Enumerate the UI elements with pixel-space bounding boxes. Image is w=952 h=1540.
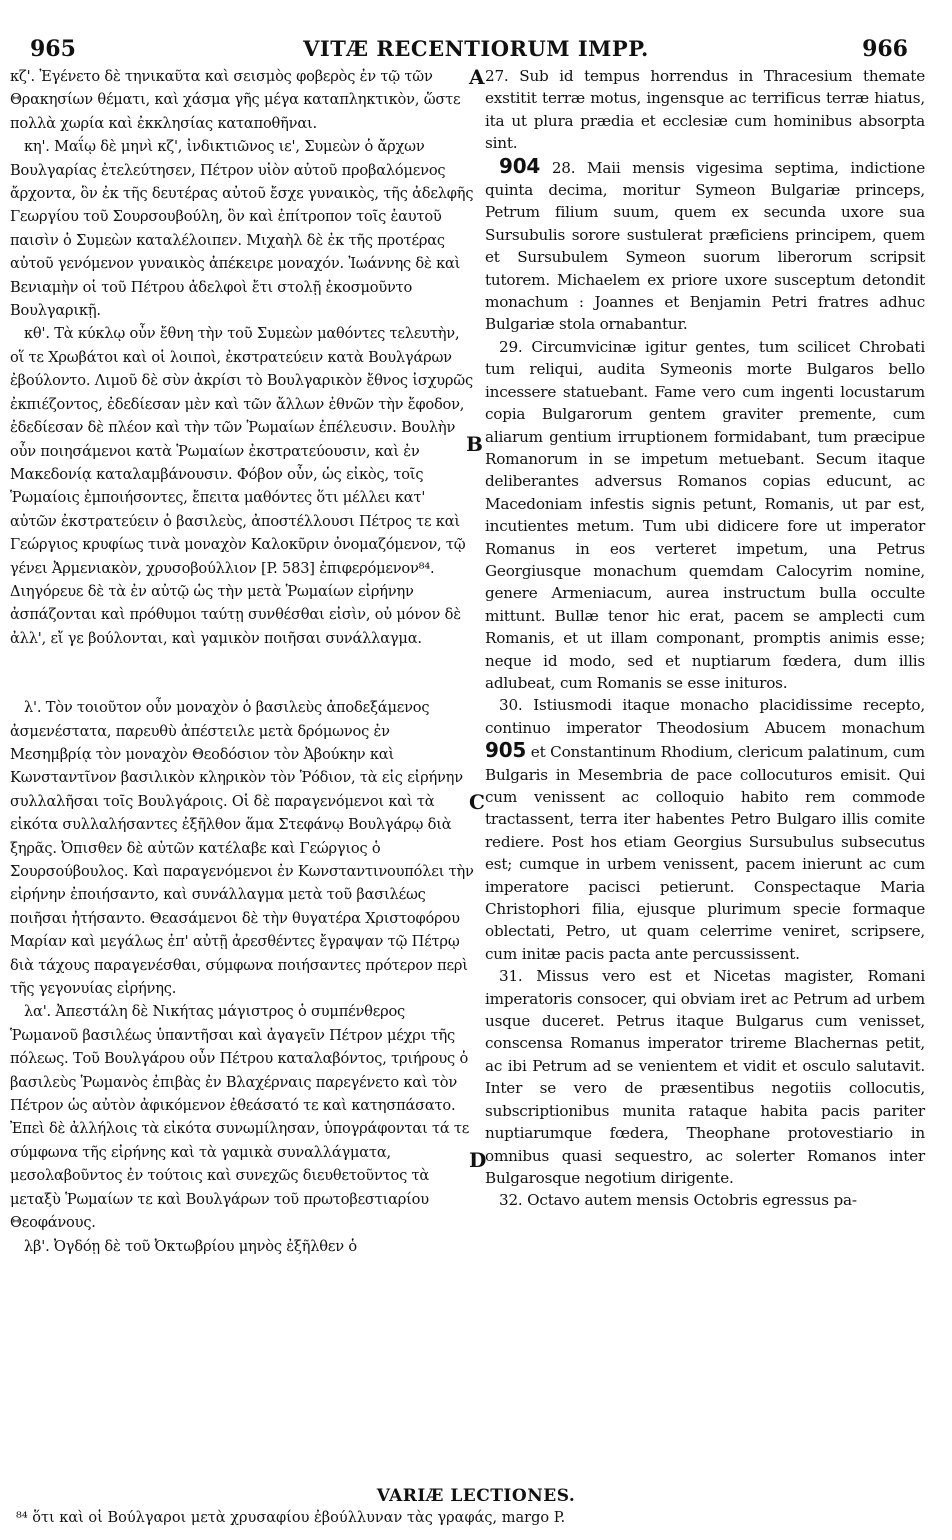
- latin-text: et Constantinum Rhodium, clericum palatinum, cum Bulgaris in Mesembria de pace collocuturos emisit. Qui cum venissent ac colloquio habito rem commode tractassent, terra iter habentes Petro Bulgaro illis comite rediere. Post hos etiam Georgius Sursubulus subsecutus est; cumque in urbem venissent, pacem inierunt ac cum imperatore pacisci petierunt. Conspectaque Maria Christophori filia, ejusque plurimum specie formaque oblectati, Petro, ut quam celerrime veniret, scripsere, cum initæ pacis pacta ante percussissent.: [485, 743, 925, 963]
- page-number-left: 965: [30, 36, 76, 62]
- latin-text: 28. Maii mensis vigesima septima, indictione quinta decima, moritur Symeon Bulgariæ princeps, Petrum filium suum, quem ex secunda uxore sua Sursubulis sorore sustulerat præficiens principem, quem et Sursubulem Symeon suorum liberorum scripsit tutorem. Michaelem ex priore uxore susceptum detondit monachum : Joannes et Benjamin Petri fratres adhuc Bulgariæ stola ornabantur.: [485, 158, 925, 334]
- latin-text: 31. Missus vero est et Nicetas magister, Romani imperatoris consocer, qui obviam iret ac Petrum ad urbem usque duceret. Petrus itaque Bulgarus cum venisset, conscensa Romanus imperator trireme Blachernas petit, ac ibi Petrum ad se venientem et vidit et osculo salutavit. Inter se vero de præsentibus negotiis collocutis, subscriptionibus munita rataque habita pacis pariter nuptiarumque fœdera, Theophane protovestiario in omnibus quasi sequestro, ac solerter Romanos inter Bulgarosque negotium dirigente.: [485, 967, 925, 1187]
- latin-paragraph-29: [485, 336, 925, 695]
- greek-paragraph-31: λα'. Ἀπεστάλη δὲ Νικήτας μάγιστρος ὁ συμπένθερος Ῥωμανοῦ βασιλέως ὑπαντῆσαι καὶ ἀγαγεῖν Πέτρον μέχρι τῆς πόλεως. Τοῦ Βουλγάρου οὖν Πέτρου καταλαβόντος, τριήρους ὁ βασιλεὺς Ῥωμανὸς ἐπιβὰς ἐν Βλαχέρναις παρεγένετο καὶ τὸν Πέτρον ὡς αὐτὸν ἀφικόμενον ἐθεάσατό τε καὶ κατησπάσατο. Ἐπεὶ δὲ ἀλλήλοις τὰ εἰκότα συνωμίλησαν, ὑπογράφονται τά τε σύμφωνα τῆς εἰρήνης καὶ τὰ γαμικὰ συναλλάγματα, μεσολαβοῦντος ἐν τούτοις καὶ συνεχῶς διευθετοῦντος τὰ μεταξὺ Ῥωμαίων τε καὶ Βουλγάρων τοῦ πρωτοβεστιαρίου Θεοφάνους.: [10, 1003, 470, 1232]
- margin-marker-a: A: [469, 65, 485, 89]
- greek-paragraph-27: κζ'. Ἐγένετο δὲ τηνικαῦτα καὶ σεισμὸς φοβερὸς ἐν τῷ τῶν Θρακησίων θέματι, καὶ χάσμα γῆς μέγα καταπληκτικὸν, ὥστε πολλὰ χωρία καὶ ἐκκλησίας καταποθῆναι.: [10, 68, 461, 132]
- footnote: ⁸⁴ ὅτι καὶ οἱ Βούλγαροι μετὰ χρυσαφίου ἐβούλλυναν τὰς γραφάς, margo P.: [16, 1510, 566, 1526]
- greek-paragraph-29: κθ'. Τὰ κύκλῳ οὖν ἔθνη τὴν τοῦ Συμεὼν μαθόντες τελευτὴν, οἵ τε Χρωβάτοι καὶ οἱ λοιποὶ, ἐκστρατεύειν κατὰ Βουλγάρων ἐβούλοντο. Λιμοῦ δὲ σὺν ἀκρίσι τὸ Βουλγαρικὸν ἔθνος ἰσχυρῶς ἐκπιέζοντος, ἐδεδίεσαν μὲν καὶ τῶν ἄλλων ἐθνῶν τὴν ἔφοδον, ἐδεδίεσαν δὲ πλέον καὶ τὴν τῶν Ῥωμαίων ἐπέλευσιν. Βουλὴν οὖν ποιησάμενοι κατὰ Ῥωμαίων ἐκστρατεύουσιν, καὶ ἐν Μακεδονίᾳ καταλαμβάνουσιν. Φόβον οὖν, ὡς εἰκὸς, τοῖς Ῥωμαίοις ἐμποιήσοντες, ἔπειτα μαθόντες ὅτι μέλλει κατ' αὐτῶν ἐκστρατεύειν ὁ βασιλεὺς, ἀποστέλλουσι Πέτρος τε καὶ Γεώργιος κρυφίως τινὰ μοναχὸν Καλοκῦριν ὀνομαζόμενον, τῷ γένει Ἀρμενιακὸν, χρυσοβούλλιον [P. 583] ἐπιφερόμενον⁸⁴. Διηγόρευε δὲ τὰ ἐν αὐτῷ ὡς τὴν μετὰ Ῥωμαίων εἰρήνην ἀσπάζονται καὶ πρόθυμοι ταύτῃ συνθέσθαι εἰσὶν, οὐ μόνον δὲ ἀλλ', εἴ γε βούλονται, καὶ γαμικὸν ποιῆσαι συνάλλαγμα.: [10, 325, 473, 647]
- greek-paragraph-32: λβ'. Ὀγδόῃ δὲ τοῦ Ὀκτωβρίου μηνὸς ἐξῆλθεν ὁ: [24, 1237, 357, 1255]
- greek-paragraph-28: κη'. Μαΐῳ δὲ μηνὶ κζ', ἰνδικτιῶνος ιε', Συμεὼν ὁ ἄρχων Βουλγαρίας ἐτελεύτησεν, Πέτρον υἱὸν αὐτοῦ προβαλόμενος ἄρχοντα, ὃν ἐκ τῆς δευτέρας αὐτοῦ ἔσχε γυναικὸς, τῆς ἀδελφῆς Γεωργίου τοῦ Σουρσουβούλη, ὃν καὶ ἐπίτροπον τοῖς ἑαυτοῦ παισὶν ὁ Συμεὼν καταλέλοιπεν. Μιχαὴλ δὲ ἐκ τῆς προτέρας αὐτοῦ γενόμενον γυναικὸς ἀπέκειρε μοναχόν. Ἰωάννης δὲ καὶ Βενιαμὴν οἱ τοῦ Πέτρου ἀδελφοὶ ἔτι στολῇ ἐκοσμοῦντο Βουλγαρικῇ.: [10, 138, 474, 320]
- latin-paragraph-27: [485, 65, 925, 155]
- margin-marker-d: D: [469, 1148, 487, 1172]
- greek-column: [10, 65, 475, 1258]
- latin-column: [485, 65, 925, 1212]
- latin-text: 27. Sub id tempus horrendus in Thracesium themate exstitit terræ motus, ingensque ac terrificus terræ hiatus, ita ut plura prædia et ecclesiæ cum hominibus absorpta sint.: [485, 67, 925, 153]
- latin-text: 30. Istiusmodi itaque monacho placidissime recepto, continuo imperator Theodosium Abucem monachum: [485, 696, 925, 737]
- running-header: [0, 36, 952, 68]
- greek-paragraph-30: λ'. Τὸν τοιοῦτον οὖν μοναχὸν ὁ βασιλεὺς ἀποδεξάμενος ἀσμενέστατα, παρευθὺ ἀπέστειλε μετὰ δρόμωνος ἐν Μεσημβρίᾳ τὸν μοναχὸν Θεοδόσιον τὸν Ἀβούκην καὶ Κωνσταντῖνον βασιλικὸν κληρικὸν τὸν Ῥόδιον, τὰ εἰς εἰρήνην συλλαλῆσαι τοῖς Βουλγάροις. Οἱ δὲ παραγενόμενοι καὶ τὰ εἰκότα συλλαλήσαντες ἐξῆλθον ἅμα Στεφάνῳ Βουλγάρῳ διὰ ξηρᾶς. Ὀπισθεν δὲ αὐτῶν κατέλαβε καὶ Γεώργιος ὁ Σουρσούβουλος. Καὶ παραγενόμενοι ἐν Κωνσταντινουπόλει τὴν εἰρήνην ἐποιήσαντο, καὶ συνάλλαγμα μετὰ τοῦ βασιλέως ποιῆσαι ἠτήσαντο. Θεασάμενοι δὲ τὴν θυγατέρα Χριστοφόρου Μαρίαν καὶ μεγάλως ἐπ' αὐτῇ ἀρεσθέντες ἔγραψαν τῷ Πέτρῳ διὰ τάχους παραγενέσθαι, σύμφωνα ποιήσαντες πρότερον περὶ τῆς γεγονυίας εἰρήνης.: [10, 699, 474, 998]
- latin-paragraph-31: [485, 965, 925, 1189]
- marginal-page-number: 905: [485, 738, 527, 763]
- latin-text: 32. Octavo autem mensis Octobris egressus pa-: [499, 1191, 857, 1210]
- margin-marker-c: C: [469, 790, 485, 814]
- latin-paragraph-32: [485, 1189, 925, 1211]
- latin-paragraph-30: [485, 694, 925, 965]
- marginal-page-number: 904: [499, 153, 541, 178]
- variae-lectiones-heading: VARIÆ LECTIONES.: [376, 1486, 576, 1506]
- latin-text: 29. Circumvicinæ igitur gentes, tum scilicet Chrobati tum reliqui, audita Symeonis morte Bulgaros bello incessere statuebant. Fame vero cum ingenti locustarum copia Bulgarorum gentem graviter premente, cum aliarum gentium irruptionem formidabant, tum præcipue Romanorum in se impetum metuebant. Secum itaque deliberantes adversus Romanos copias educunt, ac Macedoniam infestis signis petunt, Romanis, ut par est, incutientes metum. Tum ubi didicere fore ut imperator Romanus in eos verteret impetum, una Petrus Georgiusque monachum quemdam Calocyrim nomine, genere Armeniacum, aurea instructum bulla occulte mittunt. Bullæ tenor hic erat, pacem se amplecti cum Romanis, et ut illam componant, promptis animis esse; neque id modo, sed et nuptiarum fœdera, dum illis adlubeat, cum Romanis se esse inituros.: [485, 337, 925, 692]
- running-title: VITÆ RECENTIORUM IMPP.: [303, 36, 649, 61]
- page-number-right: 966: [862, 36, 908, 62]
- margin-marker-b: B: [466, 432, 483, 456]
- latin-paragraph-28: [485, 155, 925, 336]
